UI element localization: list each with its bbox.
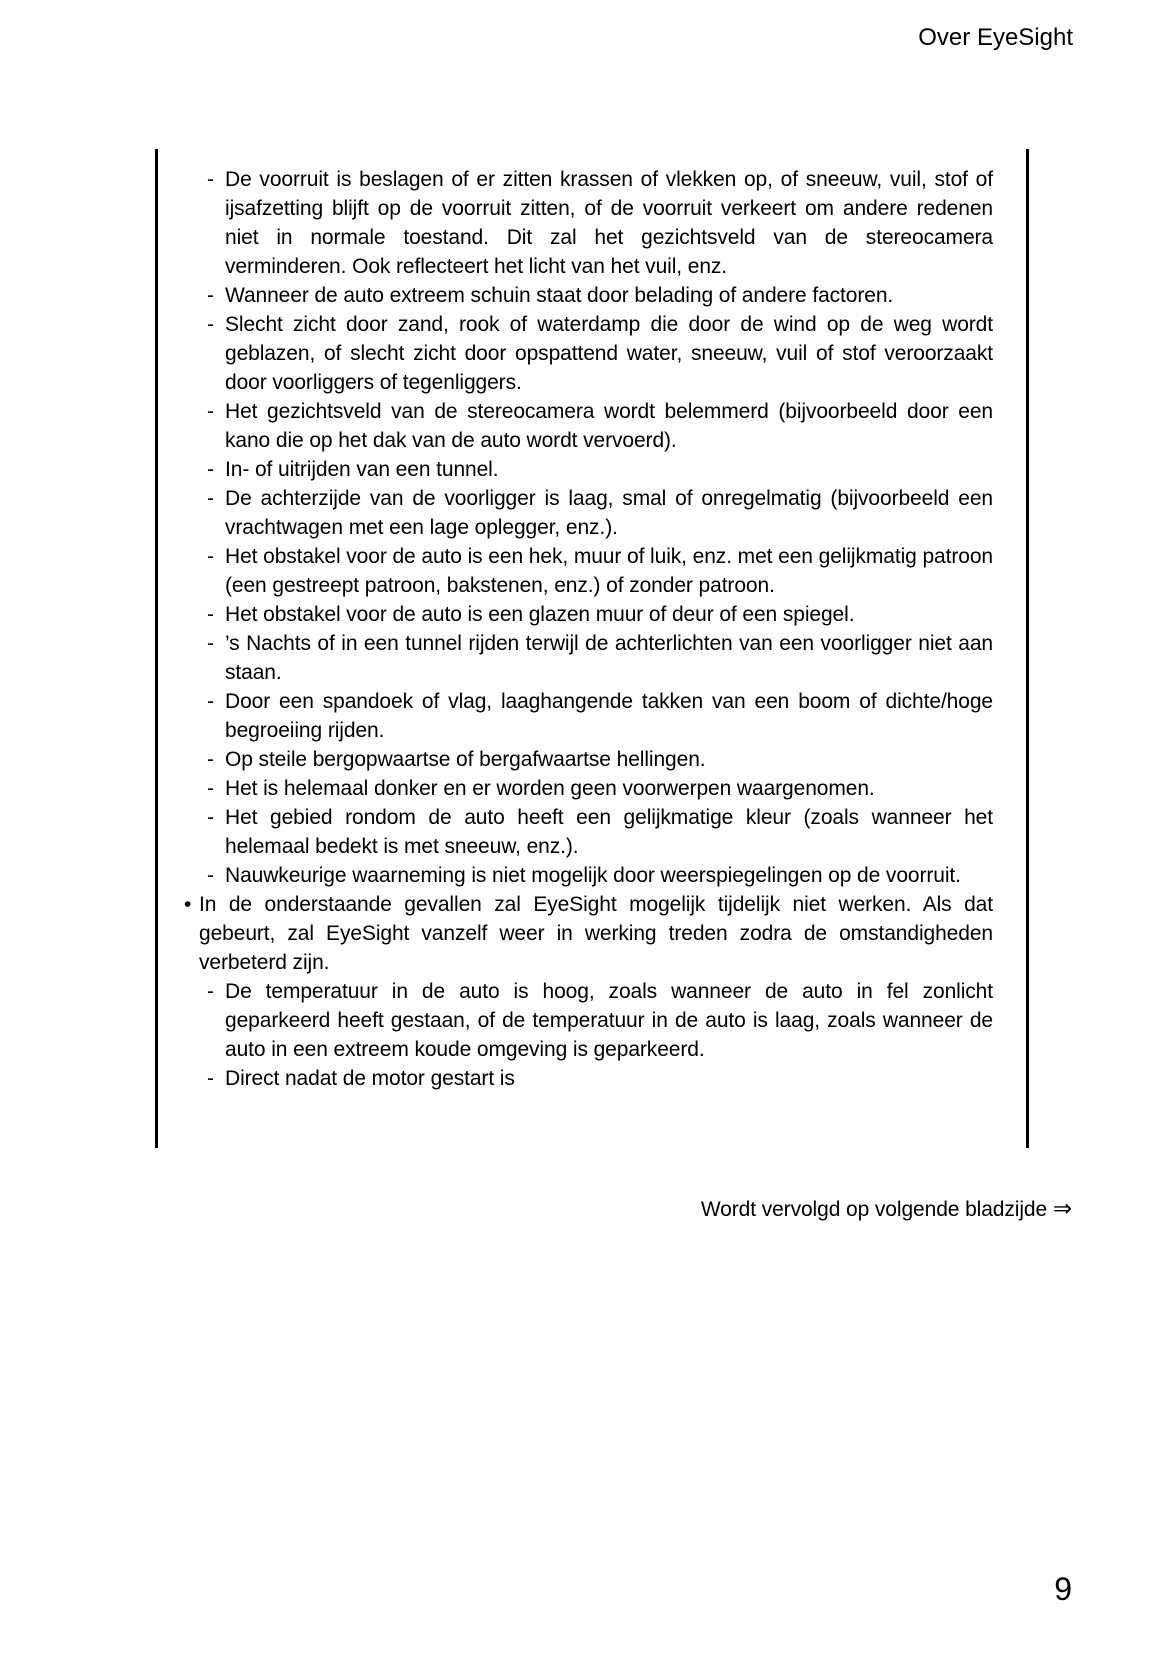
dash-marker: -: [207, 777, 214, 800]
dash-marker: -: [207, 545, 214, 568]
list-item-text: Het gezichtsveld van de stereocamera wordt belemmerd (bijvoorbeeld door een kano die op het dak van de auto wordt vervoerd).: [225, 400, 993, 452]
dash-marker: -: [207, 632, 214, 655]
list-item-text: In- of uitrijden van een tunnel.: [225, 458, 499, 481]
list-item: [158, 281, 993, 310]
list-item: [158, 1064, 993, 1093]
dash-marker: -: [207, 806, 214, 829]
list-item-text: Het obstakel voor de auto is een hek, muur of luik, enz. met een gelijkmatig patroon (een gestreept patroon, bakstenen, enz.) of zonder patroon.: [225, 545, 993, 597]
list-item: [158, 165, 993, 281]
continue-arrow-icon: ⇒: [1052, 1195, 1072, 1221]
list-item-text: Direct nadat de motor gestart is: [225, 1067, 515, 1090]
list-item: [158, 977, 993, 1064]
bullet-marker: •: [184, 893, 192, 916]
list-item-text: Nauwkeurige waarneming is niet mogelijk door weerspiegelingen op de voorruit.: [225, 864, 961, 887]
list-item-text: Wanneer de auto extreem schuin staat door belading of andere factoren.: [225, 284, 894, 307]
continuation-note: [701, 1194, 1072, 1224]
list-item-text: De achterzijde van de voorligger is laag, smal of onregelmatig (bijvoorbeeld een vrachtwagen met een lage oplegger, enz.).: [225, 487, 993, 539]
dash-marker: -: [207, 400, 214, 423]
list-item-text: In de onderstaande gevallen zal EyeSight mogelijk tijdelijk niet werken. Als dat gebeurt, zal EyeSight vanzelf weer in werking treden zodra de omstandigheden verbeterd zijn.: [199, 893, 993, 974]
page-number: 9: [1054, 1571, 1072, 1607]
dash-marker: -: [207, 864, 214, 887]
list-item-text: Slecht zicht door zand, rook of waterdamp die door de wind op de weg wordt geblazen, of slecht zicht door opspattend water, sneeuw, vuil of stof veroorzaakt door voorliggers of tegenliggers.: [225, 313, 993, 394]
list-item-text: Door een spandoek of vlag, laaghangende takken van een boom of dichte/hoge begroeiing rijden.: [225, 690, 993, 742]
list-item: [158, 745, 993, 774]
dash-marker: -: [207, 1067, 214, 1090]
list-item-text: Het obstakel voor de auto is een glazen muur of deur of een spiegel.: [225, 603, 855, 626]
list-item-text: De voorruit is beslagen of er zitten krassen of vlekken op, of sneeuw, vuil, stof of ijsafzetting blijft op de voorruit zitten, of de voorruit verkeert om andere redenen niet in normale toestand. Dit zal het gezichtsveld van de stereocamera verminderen. Ook reflecteert het licht van het vuil, enz.: [225, 168, 993, 278]
list-item: [158, 803, 993, 861]
dash-marker: -: [207, 603, 214, 626]
list-item-text: Het is helemaal donker en er worden geen voorwerpen waargenomen.: [225, 777, 875, 800]
list-item: [158, 600, 993, 629]
list-item: [158, 455, 993, 484]
list-item-text: Het gebied rondom de auto heeft een gelijkmatige kleur (zoals wanneer het helemaal bedekt is met sneeuw, enz.).: [225, 806, 993, 858]
list-item: [158, 310, 993, 397]
list-item: [158, 629, 993, 687]
dash-marker: -: [207, 980, 214, 1003]
dash-marker: -: [207, 168, 214, 191]
dash-marker: -: [207, 313, 214, 336]
list-item: [158, 687, 993, 745]
dash-marker: -: [207, 748, 214, 771]
page-header: Over EyeSight: [918, 24, 1073, 51]
list-item: [158, 542, 993, 600]
list-item: [158, 397, 993, 455]
list-item: [158, 861, 993, 890]
dash-marker: -: [207, 487, 214, 510]
continuation-text: Wordt vervolgd op volgende bladzijde: [700, 1198, 1048, 1221]
dash-marker: -: [207, 458, 214, 481]
dash-marker: -: [207, 284, 214, 307]
dash-marker: -: [207, 690, 214, 713]
caution-box: [155, 149, 1029, 1148]
list-item: [158, 484, 993, 542]
list-item-text: ’s Nachts of in een tunnel rijden terwijl de achterlichten van een voorligger niet aan staan.: [225, 632, 993, 684]
list-item: [158, 890, 993, 977]
list-item-text: Op steile bergopwaartse of bergafwaartse hellingen.: [225, 748, 706, 771]
list-item: [158, 774, 993, 803]
list-item-text: De temperatuur in de auto is hoog, zoals wanneer de auto in fel zonlicht geparkeerd heeft gestaan, of de temperatuur in de auto is laag, zoals wanneer de auto in een extreem koude omgeving is geparkeerd.: [225, 980, 993, 1061]
